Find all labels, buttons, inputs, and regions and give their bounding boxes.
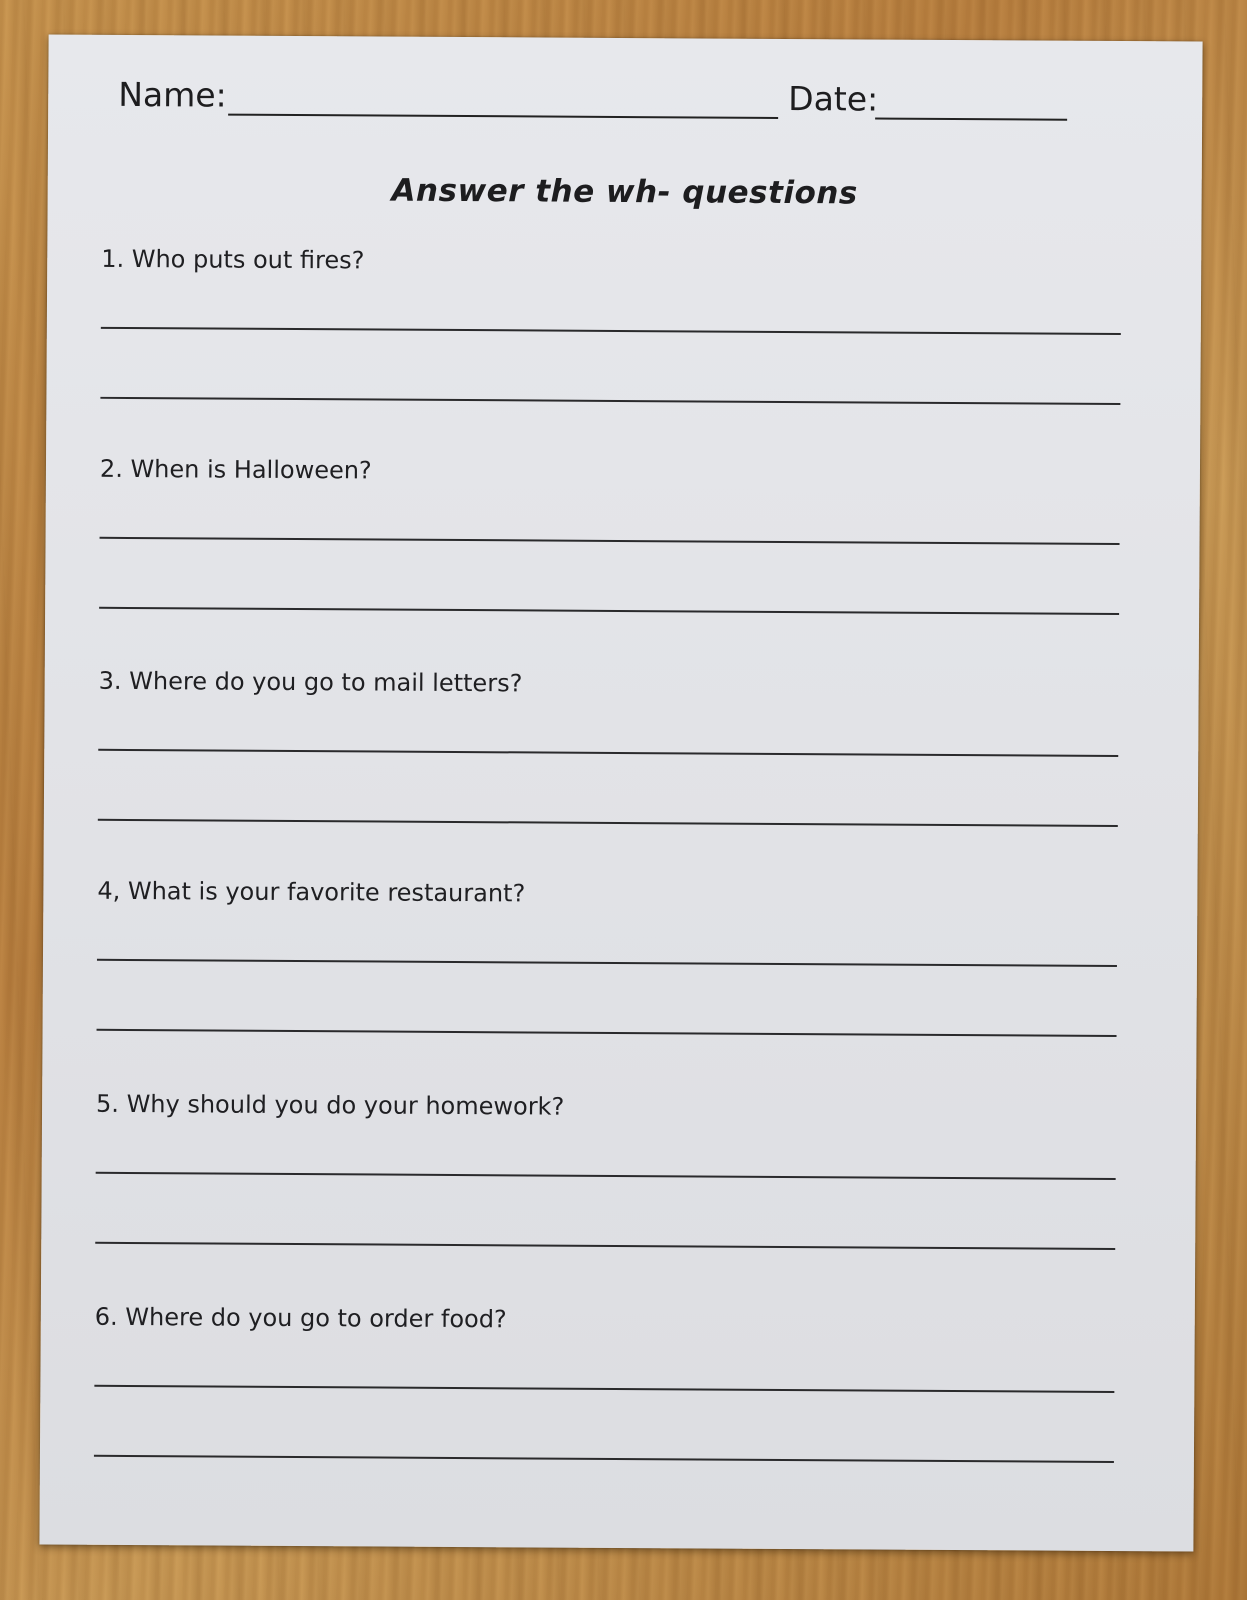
name-blank-line <box>228 114 778 119</box>
answer-line <box>98 749 1118 757</box>
question-block <box>94 1302 1115 1334</box>
question-text: 5. Why should you do your homework? <box>96 1089 565 1121</box>
answer-line <box>100 537 1120 545</box>
question-block <box>101 244 1121 275</box>
worksheet-paper <box>39 34 1202 1551</box>
question-text: 6. Where do you go to order food? <box>94 1302 507 1334</box>
date-label: Date: <box>788 79 879 119</box>
question-text: 2. When is Halloween? <box>99 454 372 485</box>
answer-line <box>94 1455 1114 1463</box>
question-text: 1. Who puts out fires? <box>101 244 365 275</box>
worksheet-title: Answer the wh- questions <box>391 172 858 212</box>
date-blank-line <box>875 118 1067 121</box>
question-block <box>96 1089 1116 1121</box>
worksheet-header <box>118 75 1088 125</box>
answer-line <box>101 327 1121 335</box>
answer-line <box>94 1385 1114 1393</box>
question-block <box>98 666 1119 698</box>
answer-line <box>95 1242 1115 1250</box>
question-text: 3. Where do you go to mail letters? <box>98 666 523 698</box>
answer-line <box>100 397 1120 405</box>
answer-line <box>96 1172 1116 1180</box>
answer-line <box>97 1029 1117 1037</box>
question-text: 4, What is your favorite restaurant? <box>97 876 526 908</box>
answer-line <box>97 959 1117 967</box>
answer-line <box>98 819 1118 827</box>
answer-line <box>99 607 1119 615</box>
question-block <box>99 454 1120 485</box>
name-label: Name: <box>118 74 227 115</box>
question-block <box>97 876 1117 908</box>
